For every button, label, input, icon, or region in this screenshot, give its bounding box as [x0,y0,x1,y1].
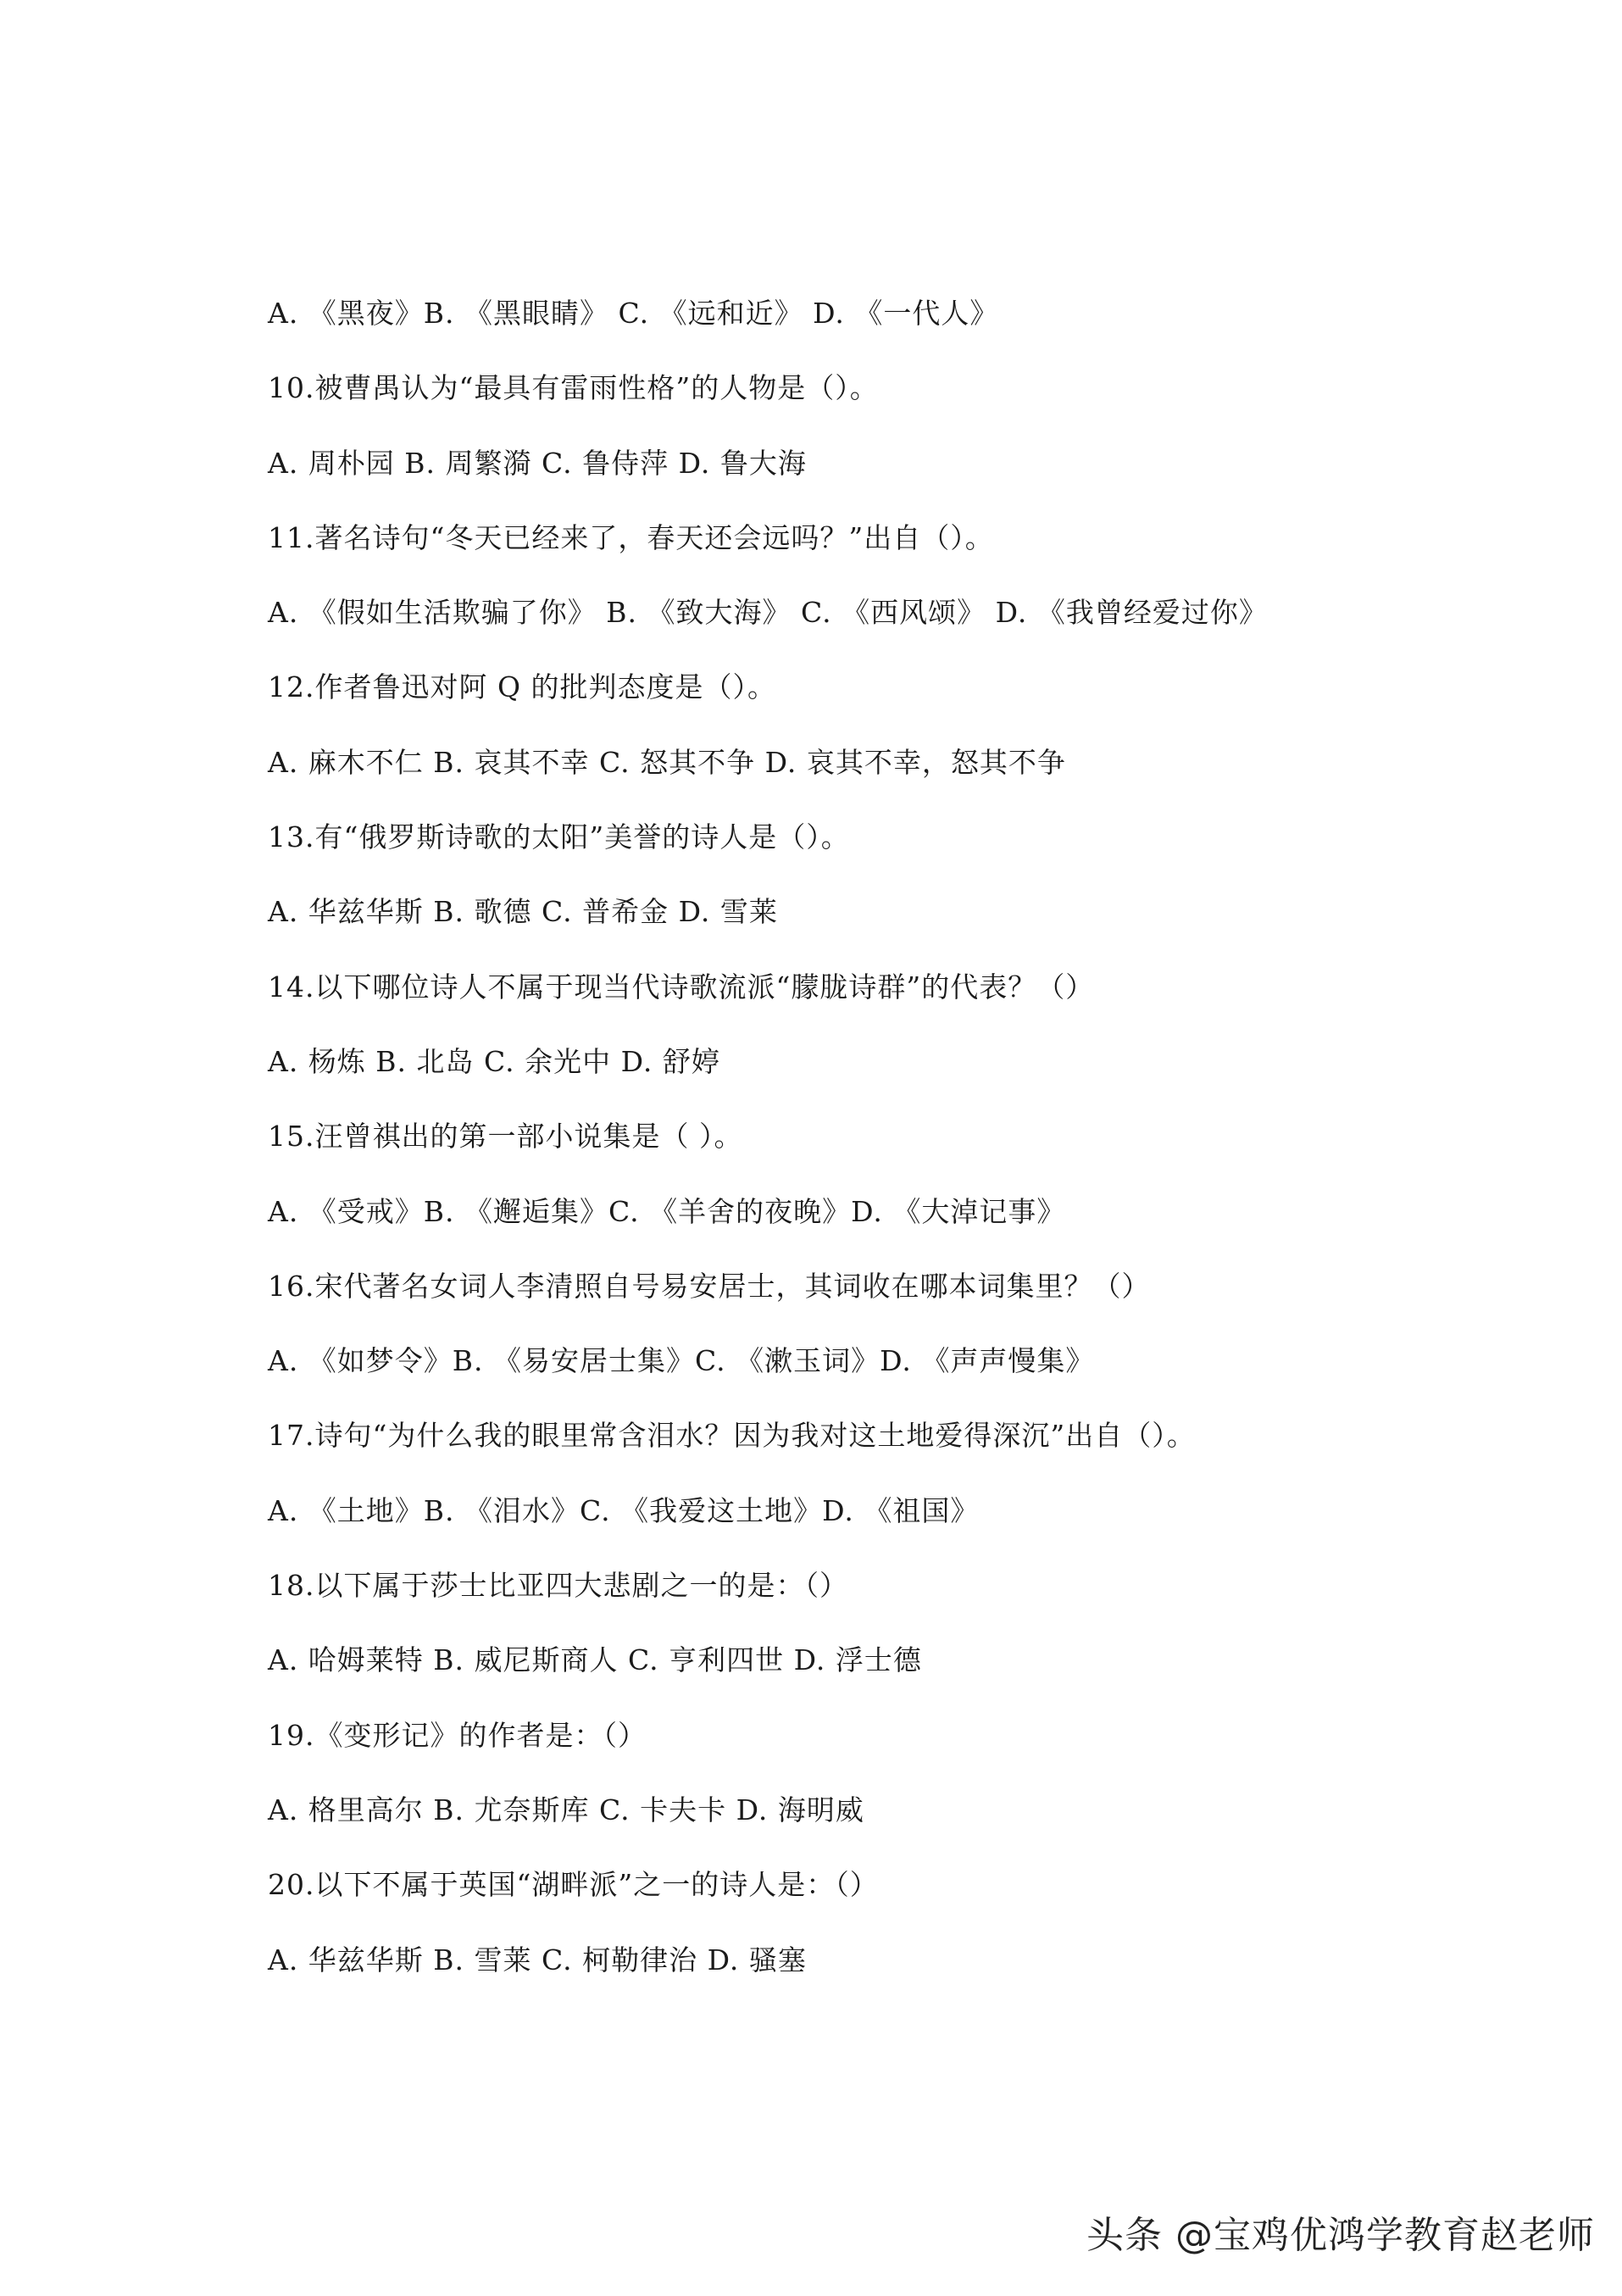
question-list [268,290,1454,2011]
question-19: 19.《变形记》的作者是：（） [268,1718,647,1752]
options-q19: A. 格里高尔 B. 尤奈斯库 C. 卡夫卡 D. 海明威 [268,1793,864,1826]
options-q11: A. 《假如生活欺骗了你》 B. 《致大海》 C. 《西风颂》 D. 《我曾经爱过你》 [268,596,1268,630]
question-14: 14.以下哪位诗人不属于现当代诗歌流派“朦胧诗群”的代表？（） [268,970,1095,1003]
options-q20: A. 华兹华斯 B. 雪莱 C. 柯勒律治 D. 骚塞 [268,1943,807,1976]
options-q15: A. 《受戒》B. 《邂逅集》C. 《羊舍的夜晚》D. 《大淖记事》 [268,1194,1066,1228]
question-13: 13.有“俄罗斯诗歌的太阳”美誉的诗人是（）。 [268,820,850,854]
question-18: 18.以下属于莎士比亚四大悲剧之一的是：（） [268,1569,848,1603]
options-q18: A. 哈姆莱特 B. 威尼斯商人 C. 亨利四世 D. 浮士德 [268,1643,922,1677]
options-q9: A. 《黑夜》B. 《黑眼睛》 C. 《远和近》 D. 《一代人》 [268,297,999,330]
options-q17: A. 《土地》B. 《泪水》C. 《我爱这土地》D. 《祖国》 [268,1493,980,1527]
watermark: 头条 @宝鸡优鸿学教育赵老师 [1086,2214,1595,2257]
options-q16: A. 《如梦令》B. 《易安居士集》C. 《漱玉词》D. 《声声慢集》 [268,1344,1095,1378]
options-q10: A. 周朴园 B. 周繁漪 C. 鲁侍萍 D. 鲁大海 [268,446,807,480]
question-20: 20.以下不属于英国“湖畔派”之一的诗人是：（） [268,1868,879,1902]
question-11: 11.著名诗句“冬天已经来了，春天还会远吗？”出自（）。 [268,520,994,554]
question-16: 16.宋代著名女词人李清照自号易安居士，其词收在哪本词集里？（） [268,1269,1151,1303]
options-q13: A. 华兹华斯 B. 歌德 C. 普希金 D. 雪莱 [268,895,778,929]
options-q14: A. 杨炼 B. 北岛 C. 余光中 D. 舒婷 [268,1044,720,1078]
question-12: 12.作者鲁迅对阿 Q 的批判态度是（）。 [268,670,777,704]
options-q12: A. 麻木不仁 B. 哀其不幸 C. 怒其不争 D. 哀其不幸，怒其不争 [268,745,1066,779]
question-15: 15.汪曾祺出的第一部小说集是（ ）。 [268,1120,743,1154]
question-17: 17.诗句“为什么我的眼里常含泪水？因为我对这土地爱得深沉”出自（）。 [268,1419,1196,1453]
question-10: 10.被曹禺认为“最具有雷雨性格”的人物是（）。 [268,371,879,405]
